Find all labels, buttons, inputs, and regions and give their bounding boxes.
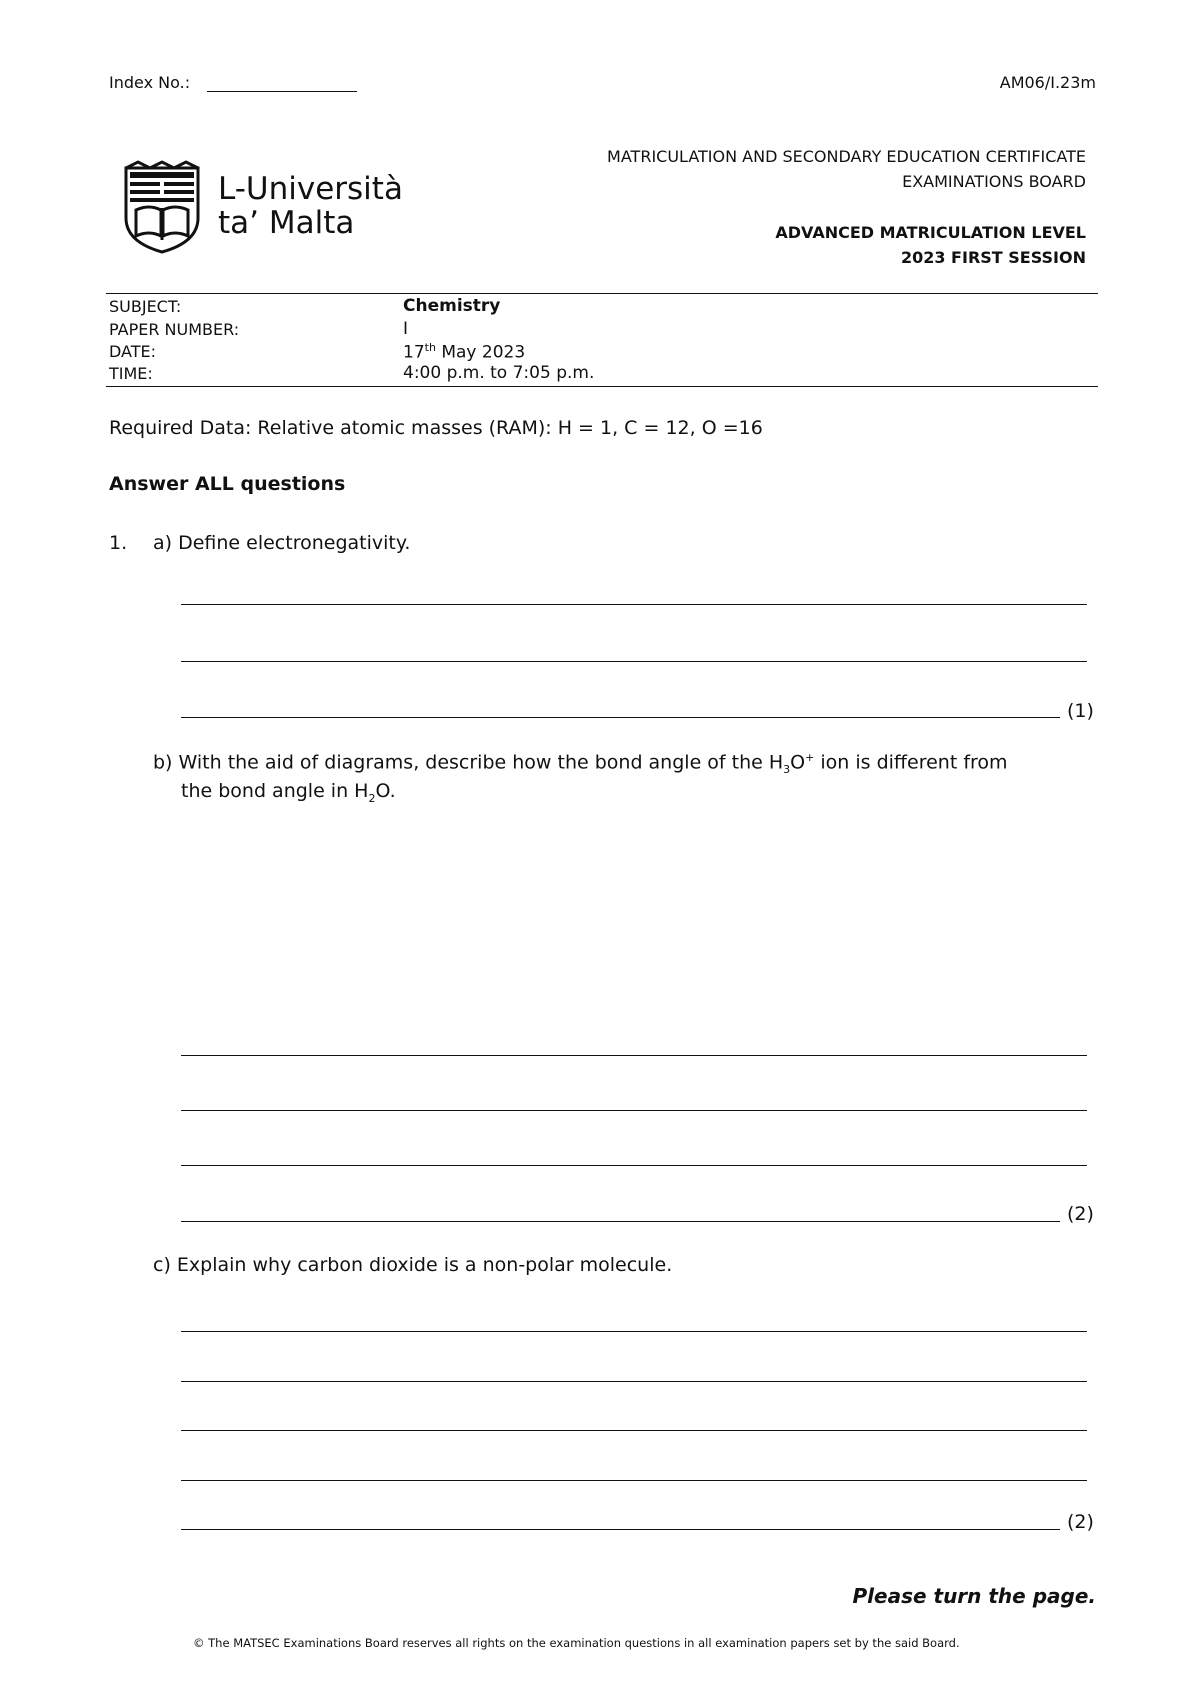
answer-line[interactable] [181,1221,1060,1222]
required-data: Required Data: Relative atomic masses (RAM): H = 1, C = 12, O =16 [109,417,763,439]
answer-line[interactable] [181,717,1060,718]
exam-level: ADVANCED MATRICULATION LEVEL [775,223,1086,242]
time-value: 4:00 p.m. to 7:05 p.m. [403,363,595,383]
meta-bottom-rule [106,386,1098,387]
index-number-field[interactable] [207,91,357,92]
paper-number-value: I [403,319,409,339]
board-name-line2: EXAMINATIONS BOARD [902,172,1086,191]
copyright-notice: © The MATSEC Examinations Board reserves all rights on the examination questions in all examination papers set by the said Board. [193,1636,960,1650]
logo-wordmark-line2: ta’ Malta [218,205,355,241]
question-1-number: 1. [109,532,128,554]
exam-session: 2023 FIRST SESSION [900,248,1086,267]
date-label: DATE: [109,342,157,361]
question-1b-marks: (2) [1067,1203,1094,1225]
answer-line[interactable] [181,604,1087,605]
answer-line[interactable] [181,1381,1087,1382]
index-number-label: Index No.: [109,73,191,92]
crest-icon [120,160,204,254]
board-name-line1: MATRICULATION AND SECONDARY EDUCATION CERTIFICATE [607,147,1086,166]
question-1a-marks: (1) [1067,700,1094,722]
question-1a-text: a) Define electronegativity. [153,532,411,554]
question-1c-text: c) Explain why carbon dioxide is a non-polar molecule. [153,1254,673,1276]
answer-line[interactable] [181,1110,1087,1111]
answer-line[interactable] [181,1529,1060,1530]
subject-value: Chemistry [403,296,501,316]
question-1c-marks: (2) [1067,1511,1094,1533]
meta-top-rule [106,293,1098,294]
answer-line[interactable] [181,661,1087,662]
paper-code: AM06/I.23m [999,73,1096,92]
time-label: TIME: [109,364,153,383]
answer-line[interactable] [181,1480,1087,1481]
date-value: 17th May 2023 [403,341,526,363]
instruction-heading: Answer ALL questions [109,473,346,495]
logo-wordmark-line1: L-Università [218,171,403,207]
answer-line[interactable] [181,1430,1087,1431]
question-1b-text-line2: the bond angle in $H_2O$. [181,780,396,805]
turn-page-note: Please turn the page. [852,1584,1096,1608]
answer-line[interactable] [181,1055,1087,1056]
subject-label: SUBJECT: [109,297,182,316]
paper-number-label: PAPER NUMBER: [109,320,240,339]
question-1b-text-line1: b) With the aid of diagrams, describe how the bond angle of the $H_3O^+$ ion is different from [153,751,1008,777]
answer-line[interactable] [181,1165,1087,1166]
university-logo [120,160,410,256]
answer-line[interactable] [181,1331,1087,1332]
